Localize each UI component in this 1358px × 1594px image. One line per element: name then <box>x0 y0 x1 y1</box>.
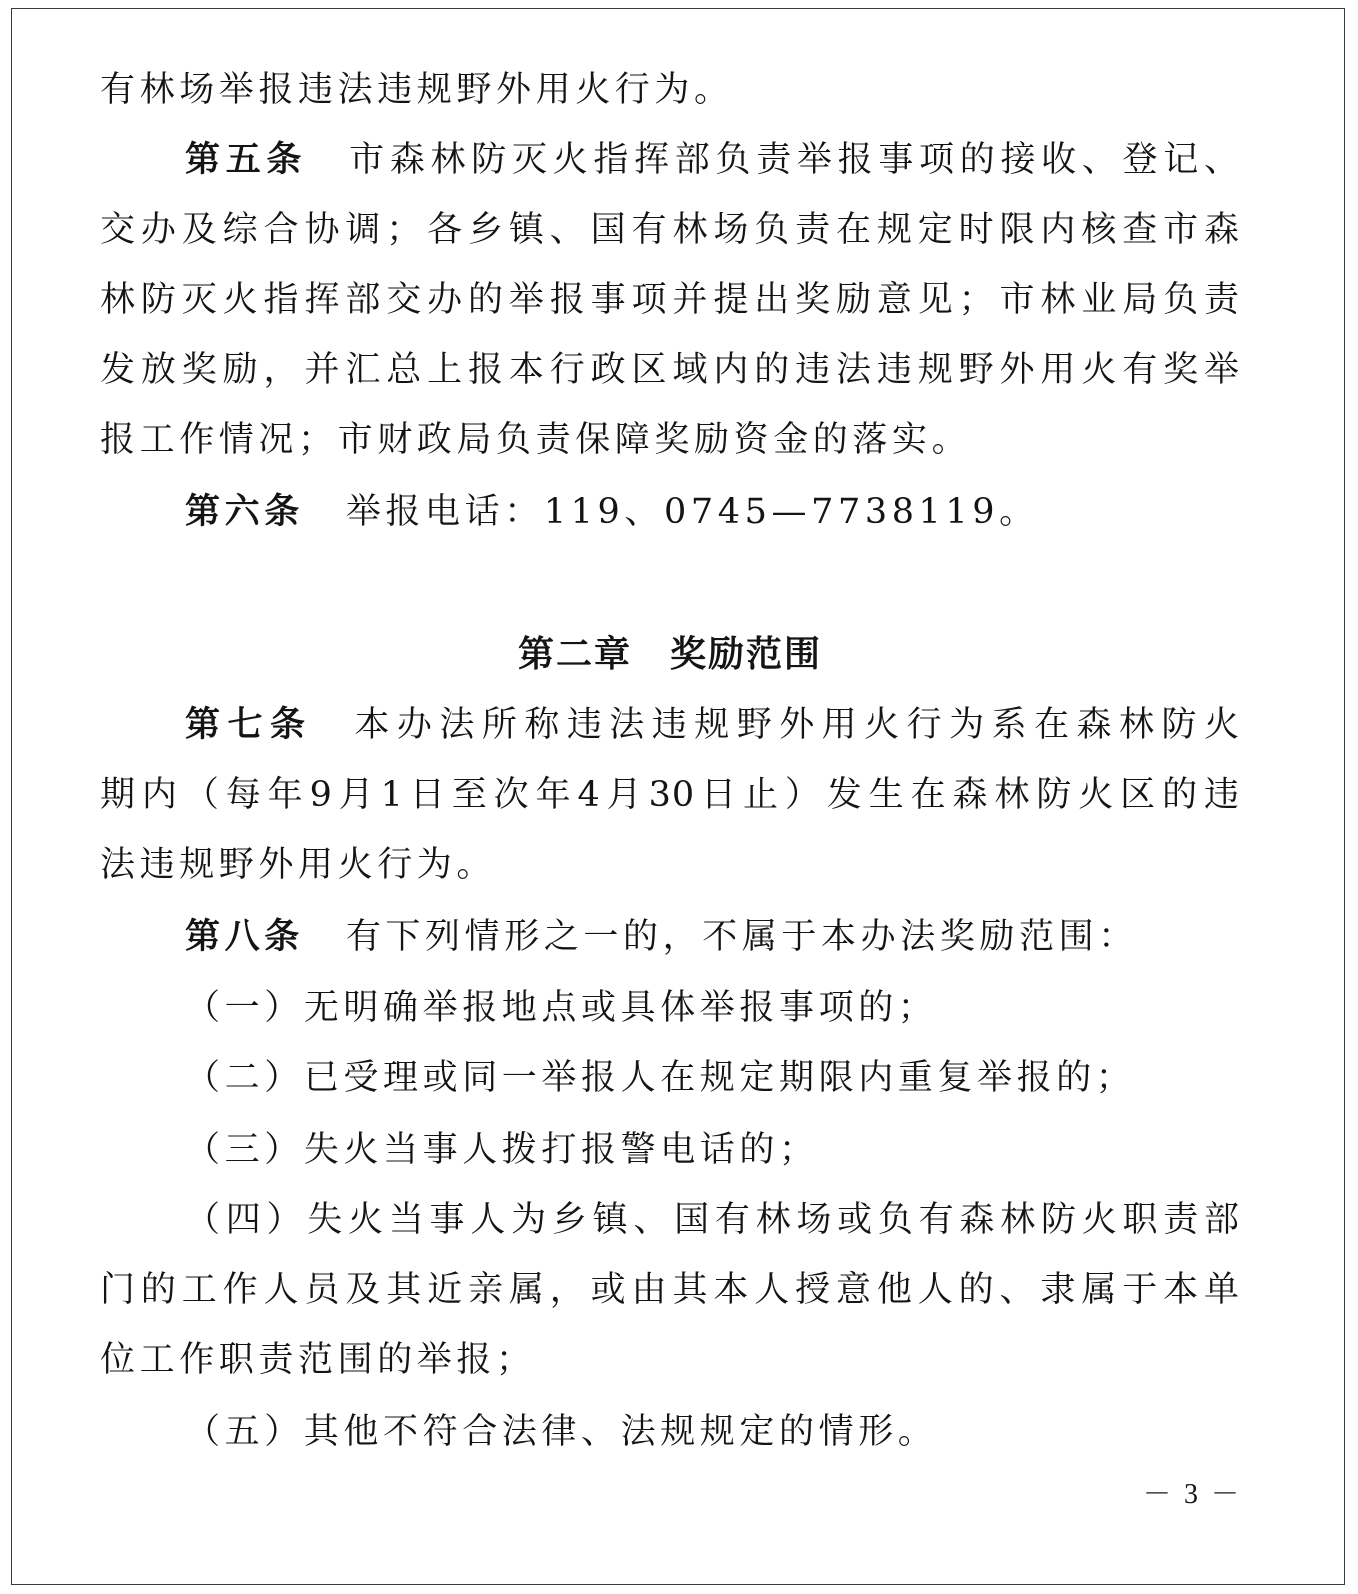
list-item-continuation: 门的工作人员及其近亲属，或由其本人授意他人的、隶属于本单 <box>100 1270 1240 1310</box>
article-label: 第五条 <box>185 140 308 180</box>
page-number: － 3 － <box>1142 1479 1242 1510</box>
article-label: 第七条 <box>185 705 313 745</box>
article-5-first-line <box>100 135 1240 185</box>
article-text: 有下列情形之一的，不属于本办法奖励范围： <box>345 917 1138 957</box>
list-item-continuation: 位工作职责范围的举报； <box>100 1340 536 1380</box>
article-text: 举报电话：119、0745—7738119。 <box>345 492 1039 532</box>
list-item: （三）失火当事人拨打报警电话的； <box>185 1130 819 1170</box>
body-line: 报工作情况；市财政局负责保障奖励资金的落实。 <box>100 420 972 460</box>
body-line: 交办及综合协调；各乡镇、国有林场负责在规定时限内核查市森 <box>100 210 1240 250</box>
chapter-heading: 第二章 奖励范围 <box>517 634 822 675</box>
article-text: 市森林防灭火指挥部负责举报事项的接收、登记、 <box>349 140 1240 180</box>
body-line: 林防灭火指挥部交办的举报事项并提出奖励意见；市林业局负责 <box>100 280 1240 320</box>
article-text: 本办法所称违法违规野外用火行为系在森林防火 <box>354 705 1240 745</box>
list-item: （四）失火当事人为乡镇、国有林场或负有森林防火职责部 <box>185 1200 1240 1240</box>
list-item: （五）其他不符合法律、法规规定的情形。 <box>185 1412 938 1452</box>
article-label: 第六条 <box>185 492 304 532</box>
list-item: （二）已受理或同一举报人在规定期限内重复举报的； <box>185 1058 1136 1098</box>
body-line: 法违规野外用火行为。 <box>100 845 497 885</box>
list-item: （一）无明确举报地点或具体举报事项的； <box>185 988 938 1028</box>
article-7-first-line <box>100 700 1240 750</box>
body-line: 有林场举报违法违规野外用火行为。 <box>100 70 734 110</box>
article-8-first-line <box>100 912 1240 962</box>
article-label: 第八条 <box>185 917 304 957</box>
body-line: 期内（每年9月1日至次年4月30日止）发生在森林防火区的违 <box>100 775 1240 815</box>
article-6-line <box>100 487 1240 537</box>
body-line: 发放奖励，并汇总上报本行政区域内的违法违规野外用火有奖举 <box>100 350 1240 390</box>
